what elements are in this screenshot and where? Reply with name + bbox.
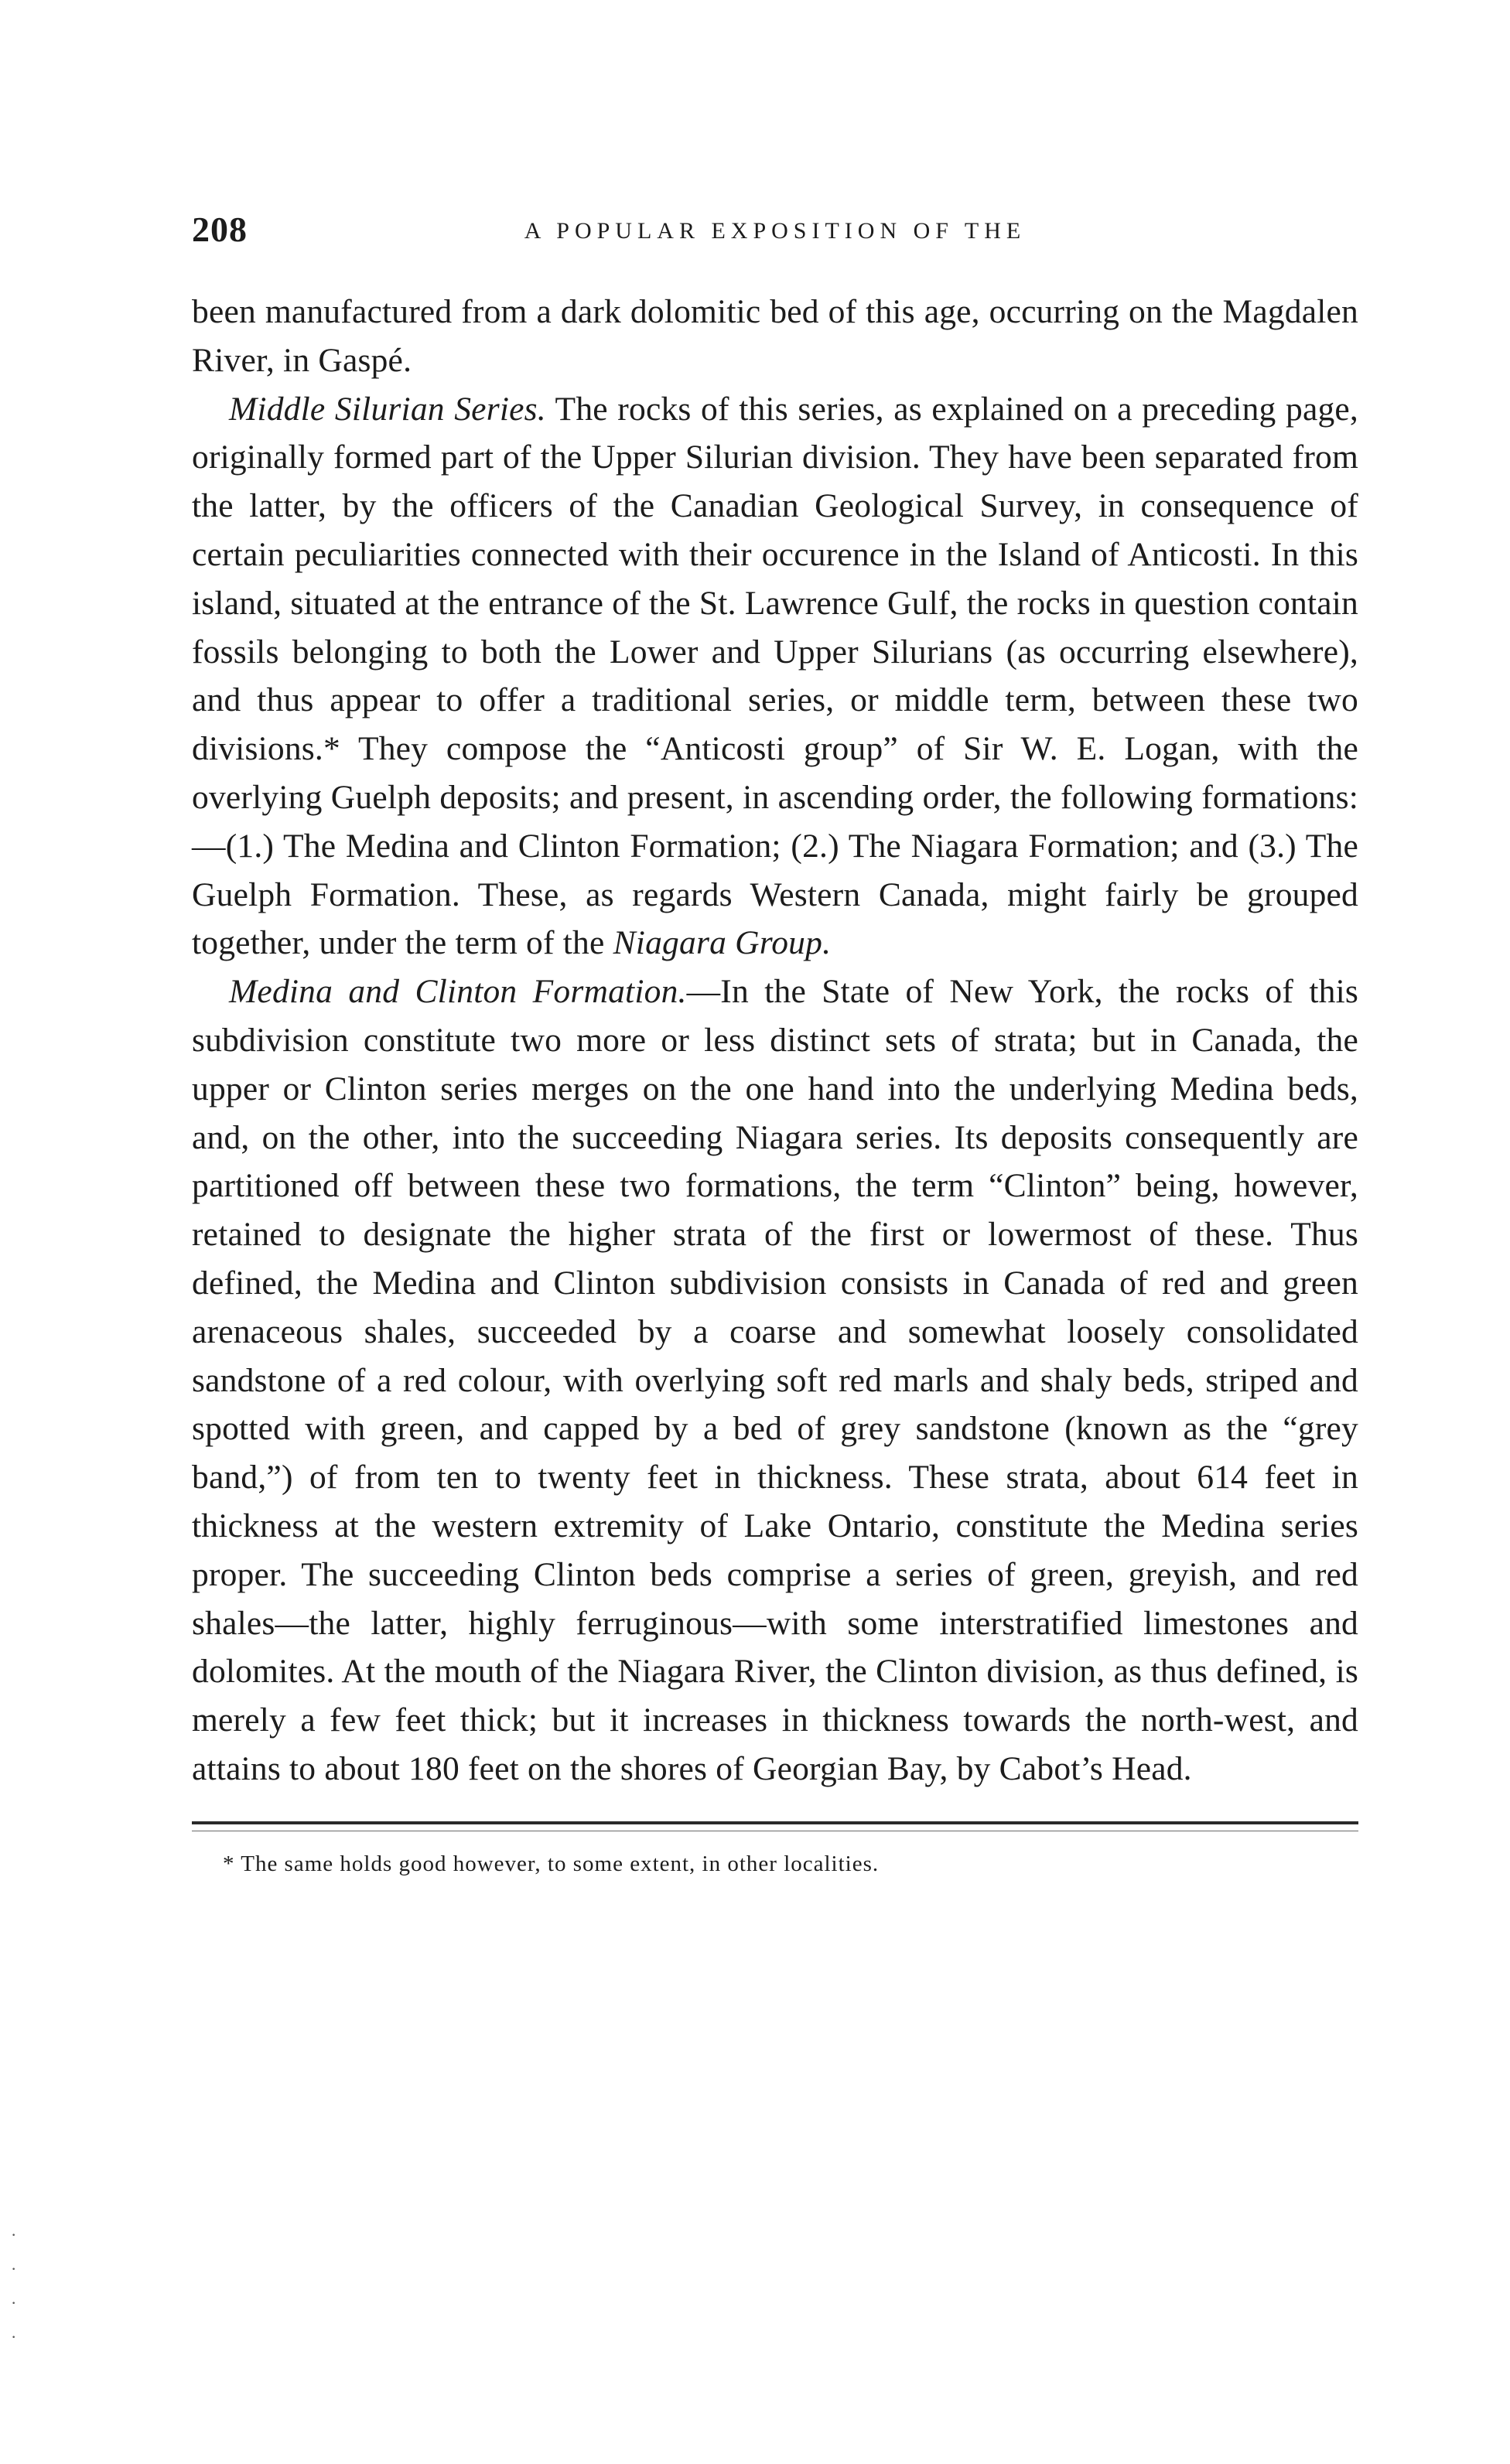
paragraph-medina-clinton: [192, 968, 1358, 1793]
paragraph-continuation: [192, 288, 1358, 385]
paragraph-text: The rocks of this series, as explained on a preceding page, originally formed part of the Upper Silurian division. They have been separated from the latter, by the officers of the Canadian Geological Survey, in consequence of certain peculiarities connected with their occurence in the Island of Anticosti. In this island, situated at the entrance of the St. Lawrence Gulf, the rocks in question contain fossils belonging to both the Lower and Upper Silurians (as occurring elsewhere), and thus appear to offer a traditional series, or middle term, between these two divisions.* They compose the “Anticosti group” of Sir W. E. Logan, with the overlying Guelph deposits; and present, in ascending order, the following formations:—(1.) The Medina and Clinton Formation; (2.) The Niagara Formation; and (3.) The Guelph Formation. These, as regards Western Canada, might fairly be grouped together, under the term of the: [192, 390, 1358, 962]
niagara-group-term: Niagara Group.: [613, 924, 832, 962]
speck: ·: [11, 2327, 17, 2346]
margin-specks: [11, 2218, 19, 2354]
section-heading-medina-clinton: Medina and Clinton Formation.: [229, 973, 687, 1011]
running-title: A POPULAR EXPOSITION OF THE: [524, 218, 1027, 244]
footnote-rule: [192, 1821, 1358, 1824]
speck: ·: [11, 2225, 17, 2244]
paragraph-middle-silurian: [192, 385, 1358, 968]
paragraph-text: been manufactured from a dark dolomitic bed of this age, occurring on the Magdalen River, in Gaspé.: [192, 293, 1358, 379]
book-page: [192, 209, 1358, 1879]
speck: ·: [11, 2293, 17, 2312]
page-number: 208: [192, 210, 248, 249]
speck: ·: [11, 2259, 17, 2278]
running-head: [192, 209, 1358, 255]
paragraph-text: —In the State of New York, the rocks of this subdivision constitute two more or less distinct sets of strata; but in Canada, the upper or Clinton series merges on the one hand into the underlying Medina beds, and, on the other, into the succeeding Niagara series. Its deposits consequently are partitioned off between these two formations, the term “Clinton” being, however, retained to designate the higher strata of the first or lowermost of these. Thus defined, the Medina and Clinton subdivision consists in Canada of red and green arenaceous shales, succeeded by a coarse and somewhat loosely consolidated sandstone of a red colour, with overlying soft red marls and shaly beds, striped and spotted with green, and capped by a bed of grey sandstone (known as the “grey band,”) of from ten to twenty feet in thickness. These strata, about 614 feet in thickness at the western extremity of Lake Ontario, constitute the Medina series proper. The succeeding Clinton beds comprise a series of green, greyish, and red shales—the latter, highly ferruginous—with some interstratified limestones and dolomites. At the mouth of the Niagara River, the Clinton division, as thus defined, is merely a few feet thick; but it increases in thickness towards the north-west, and attains to about 180 feet on the shores of Georgian Bay, by Cabot’s Head.: [192, 973, 1358, 1787]
footnote: * The same holds good however, to some extent, in other localities.: [223, 1851, 880, 1876]
section-heading-middle-silurian: Middle Silurian Series.: [229, 390, 546, 428]
